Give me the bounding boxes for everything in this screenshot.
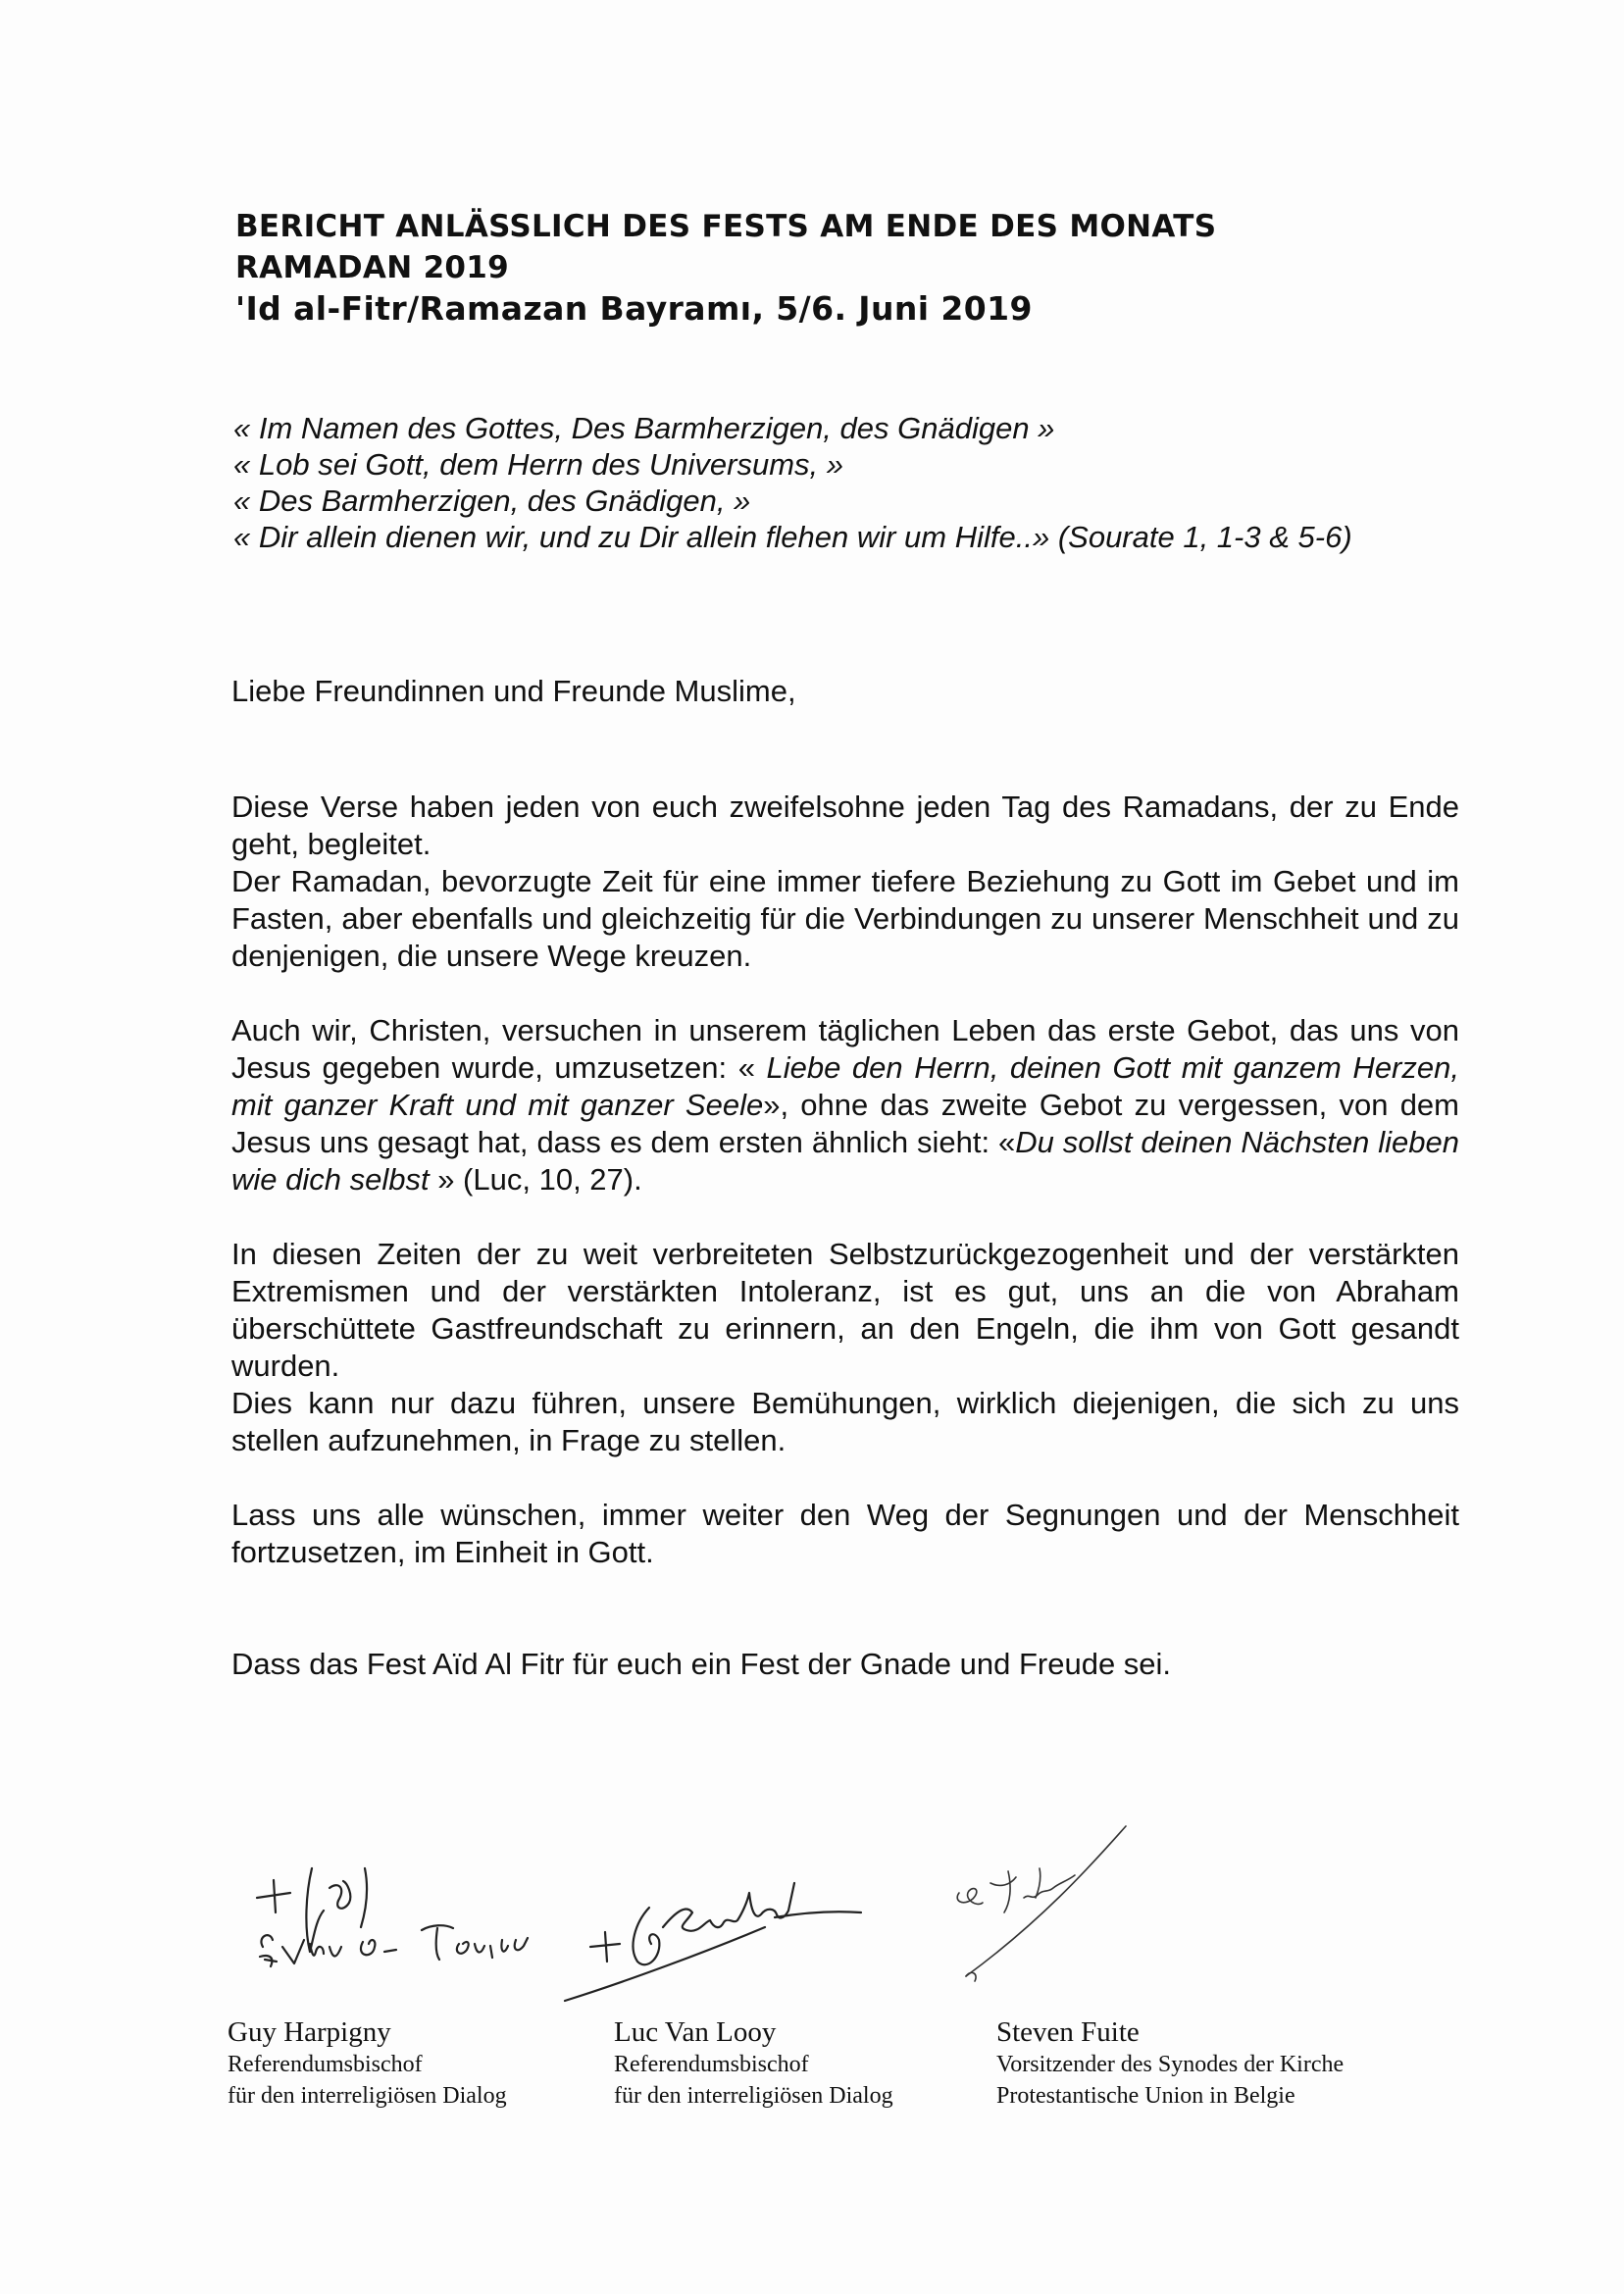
signatory-name: Guy Harpigny bbox=[228, 2016, 391, 2048]
signatory-role: für den interreligiösen Dialog bbox=[228, 2083, 507, 2109]
signatory-role: für den interreligiösen Dialog bbox=[614, 2083, 893, 2109]
closing-wish: Dass das Fest Aïd Al Fitr für euch ein Fest der Gnade und Freude sei. bbox=[231, 1647, 1172, 1681]
verse-line: « Lob sei Gott, dem Herrn des Universums, » bbox=[233, 447, 843, 482]
paragraph-6: Lass uns alle wünschen, immer weiter den Weg der Segnungen und der Menschheit fortzusetzen, im Einheit in Gott. bbox=[231, 1498, 1459, 1569]
signatory-role: Referendumsbischof bbox=[614, 2052, 809, 2077]
paragraph-4: In diesen Zeiten der zu weit verbreiteten Selbstzurückgezogenheit und der verstärkten Extremismen und der verstärkten Intoleranz, ist es gut, uns an die von Abraham überschüttete Gastfreundschaft zu erinnern, an den Engeln, die ihm von Gott gesandt wurden. bbox=[231, 1237, 1459, 1383]
signatory-steven bbox=[996, 2015, 1408, 2112]
paragraph-3-text: Auch wir, Christen, versuchen in unserem täglichen Leben das erste Gebot, das uns von Jesus gegeben wurde, umzusetzen: « bbox=[231, 1013, 1459, 1085]
verse-line: « Dir allein dienen wir, und zu Dir allein flehen wir um Hilfe..» (Sourate 1, 1-3 & 5-6) bbox=[233, 520, 1352, 554]
paragraph-3-citation: » (Luc, 10, 27). bbox=[429, 1162, 642, 1197]
paragraph-2: Der Ramadan, bevorzugte Zeit für eine immer tiefere Beziehung zu Gott im Gebet und im Fasten, aber ebenfalls und gleichzeitig für die Verbindungen zu unserer Menschheit und zu denjenigen, die unsere Wege kreuzen. bbox=[231, 864, 1459, 973]
signatory-name: Steven Fuite bbox=[996, 2016, 1140, 2048]
signatory-role: Protestantische Union in Belgie bbox=[996, 2083, 1295, 2109]
signatory-role: Referendumsbischof bbox=[228, 2052, 423, 2077]
title-line-3: 'Id al-Fitr/Ramazan Bayramı, 5/6. Juni 2019 bbox=[235, 289, 1033, 328]
signatory-role: Vorsitzender des Synodes der Kirche bbox=[996, 2052, 1345, 2077]
paragraph-3-text: », ohne das zweite Gebot zu vergessen, von dem Jesus uns gesagt hat, dass es dem ersten ähnlich sieht: « bbox=[231, 1088, 1459, 1159]
paragraph-1: Diese Verse haben jeden von euch zweifelsohne jeden Tag des Ramadans, der zu Ende geht, begleitet. bbox=[231, 790, 1459, 861]
second-commandment-quote: Du sollst deinen Nächsten lieben wie dich selbst bbox=[231, 1125, 1459, 1197]
paragraph-5: Dies kann nur dazu führen, unsere Bemühungen, wirklich diejenigen, die sich zu uns stellen aufzunehmen, in Frage zu stellen. bbox=[231, 1386, 1459, 1457]
verse-line: « Des Barmherzigen, des Gnädigen, » bbox=[233, 484, 751, 518]
verse-line: « Im Namen des Gottes, Des Barmherzigen, des Gnädigen » bbox=[233, 411, 1055, 445]
signatory-name: Luc Van Looy bbox=[614, 2016, 777, 2048]
title-line-2: RAMADAN 2019 bbox=[235, 250, 510, 285]
title-line-1: BERICHT ANLÄSSLICH DES FESTS AM ENDE DES MONATS bbox=[235, 209, 1217, 244]
first-commandment-quote: Liebe den Herrn, deinen Gott mit ganzem Herzen, mit ganzer Kraft und mit ganzer Seele bbox=[231, 1050, 1459, 1122]
greeting: Liebe Freundinnen und Freunde Muslime, bbox=[231, 674, 796, 708]
